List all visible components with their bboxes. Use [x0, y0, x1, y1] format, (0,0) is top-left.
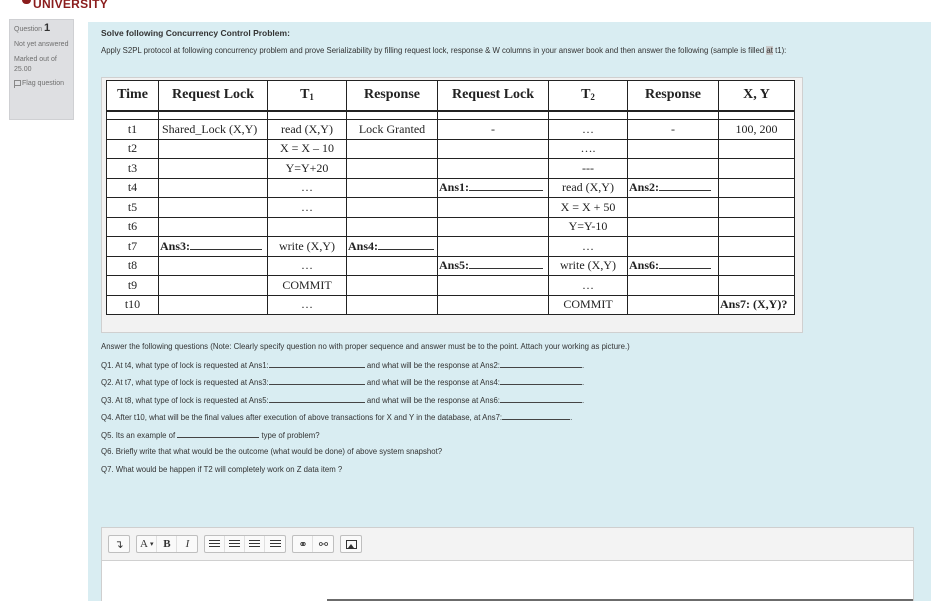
cell-t2: read (X,Y)	[549, 178, 628, 198]
cell-request-lock-2	[438, 295, 549, 315]
cell-xy	[719, 178, 795, 198]
cell-request-lock-2	[438, 198, 549, 218]
cell-response-2	[628, 237, 719, 257]
cell-response-1	[347, 217, 438, 237]
toolbar-group-media	[340, 535, 362, 553]
header-response-1: Response	[347, 81, 438, 111]
cell-xy	[719, 139, 795, 159]
table-row	[107, 139, 795, 159]
cell-request-lock-1	[159, 276, 268, 296]
cell-request-lock-2: Ans1:	[438, 178, 549, 198]
cell-response-1	[347, 178, 438, 198]
cell-time: t8	[107, 256, 159, 276]
cell-response-1	[347, 276, 438, 296]
cell-request-lock-1: Shared_Lock (X,Y)	[159, 120, 268, 140]
font-color-icon[interactable]: A ▾	[137, 536, 157, 552]
toolbar-group-lists	[204, 535, 286, 553]
header-request-lock-1: Request Lock	[159, 81, 268, 111]
cell-response-1	[347, 198, 438, 218]
table-row	[107, 198, 795, 218]
cell-t2: …	[549, 276, 628, 296]
cell-t2: Y=Y-10	[549, 217, 628, 237]
expand-toolbar-icon[interactable]: ↴	[114, 538, 124, 551]
answer-editor	[101, 527, 914, 601]
cell-t2: write (X,Y)	[549, 256, 628, 276]
cell-response-1: Ans4:	[347, 237, 438, 257]
cell-xy	[719, 217, 795, 237]
question-q6: Q6. Briefly write that what would be the outcome (what would be done) of above system snapshot?	[101, 447, 443, 456]
question-q4: Q4. After t10, what will be the final values after execution of above transactions for X and Y in the database, at Ans7: .	[101, 413, 573, 422]
table-separator-row	[107, 111, 795, 120]
link-icon[interactable]: ⚭	[293, 536, 313, 552]
cell-t1: write (X,Y)	[268, 237, 347, 257]
question-number: Question 1	[14, 22, 51, 34]
cell-xy	[719, 256, 795, 276]
cell-request-lock-1	[159, 198, 268, 218]
cell-time: t1	[107, 120, 159, 140]
cell-request-lock-1	[159, 159, 268, 179]
cell-t1: COMMIT	[268, 276, 347, 296]
cell-time: t4	[107, 178, 159, 198]
question-status: Not yet answered	[14, 41, 69, 48]
cell-t2: X = X + 50	[549, 198, 628, 218]
table-row	[107, 276, 795, 296]
cell-t1	[268, 217, 347, 237]
table-row	[107, 120, 795, 140]
cell-xy	[719, 159, 795, 179]
top-header	[0, 0, 931, 22]
outdent-icon[interactable]	[245, 536, 265, 552]
image-icon[interactable]	[341, 536, 361, 552]
table-row	[107, 217, 795, 237]
cell-response-1	[347, 159, 438, 179]
cell-response-2	[628, 276, 719, 296]
question-instructions: Apply S2PL protocol at following concurrency problem and prove Serializability by filling request lock, response & W columns in your answer book and then answer the following (sample is filled at t1):	[101, 46, 787, 55]
italic-icon[interactable]: I	[185, 538, 190, 550]
cell-request-lock-2: Ans5:	[438, 256, 549, 276]
question-q7: Q7. What would be happen if T2 will completely work on Z data item ?	[101, 464, 343, 474]
cell-request-lock-1	[159, 217, 268, 237]
cell-request-lock-1	[159, 139, 268, 159]
table-row	[107, 178, 795, 198]
cell-t1: …	[268, 256, 347, 276]
cell-t1: …	[268, 198, 347, 218]
cell-request-lock-2	[438, 139, 549, 159]
cell-request-lock-1	[159, 178, 268, 198]
toolbar-group-format	[136, 535, 198, 553]
flag-question-label: Flag question	[22, 80, 65, 87]
cell-response-2	[628, 139, 719, 159]
indent-icon[interactable]	[265, 536, 285, 552]
question-q3: Q3. At t8, what type of lock is requested at Ans5: and what will be the response at Ans6: .	[101, 395, 585, 405]
questions-list	[101, 342, 861, 482]
table-header-row	[107, 81, 795, 111]
question-text	[101, 28, 911, 56]
cell-request-lock-1	[159, 295, 268, 315]
cell-request-lock-2	[438, 276, 549, 296]
cell-t1: …	[268, 178, 347, 198]
cell-xy: Ans7: (X,Y)?	[719, 295, 795, 315]
cell-response-2: Ans2:	[628, 178, 719, 198]
university-logo-icon	[22, 0, 31, 4]
university-logo-text: UNIVERSITY	[33, 0, 109, 11]
concurrency-table-image	[101, 77, 803, 333]
cell-xy	[719, 198, 795, 218]
numbered-list-icon[interactable]	[225, 536, 245, 552]
cell-request-lock-1	[159, 256, 268, 276]
cell-response-2	[628, 159, 719, 179]
cell-time: t5	[107, 198, 159, 218]
cell-t2: …	[549, 120, 628, 140]
cell-time: t3	[107, 159, 159, 179]
cell-time: t9	[107, 276, 159, 296]
cell-t2: …	[549, 237, 628, 257]
cell-xy: 100, 200	[719, 120, 795, 140]
question-q5: Q5. Its an example of type of problem?	[101, 430, 320, 440]
cell-request-lock-2	[438, 217, 549, 237]
question-marks: Marked out of 25.00	[14, 56, 57, 73]
cell-xy	[719, 237, 795, 257]
cell-time: t6	[107, 217, 159, 237]
bullet-list-icon[interactable]	[205, 536, 225, 552]
cell-t1: Y=Y+20	[268, 159, 347, 179]
cell-time: t2	[107, 139, 159, 159]
question-title: Solve following Concurrency Control Problem:	[101, 28, 290, 38]
question-q2: Q2. At t7, what type of lock is requested at Ans3: and what will be the response at Ans4: .	[101, 378, 585, 387]
question-info-box	[9, 19, 74, 120]
cell-response-2: -	[628, 120, 719, 140]
concurrency-table	[106, 80, 795, 315]
header-request-lock-2: Request Lock	[438, 81, 549, 111]
unlink-icon[interactable]: ⚯	[318, 538, 329, 551]
answer-text-area[interactable]	[102, 560, 913, 601]
cell-request-lock-1: Ans3:	[159, 237, 268, 257]
table-body	[107, 111, 795, 315]
flag-icon	[14, 80, 20, 88]
cell-request-lock-2	[438, 159, 549, 179]
flag-question-button[interactable]	[14, 79, 69, 89]
toolbar-group-expand	[108, 535, 130, 553]
cell-response-1: Lock Granted	[347, 120, 438, 140]
cell-t2: ….	[549, 139, 628, 159]
cell-time: t7	[107, 237, 159, 257]
question-q1: Q1. At t4, what type of lock is requested at Ans1: and what will be the response at Ans2: .	[101, 360, 585, 370]
cell-xy	[719, 276, 795, 296]
cell-t2: ---	[549, 159, 628, 179]
cell-response-1	[347, 295, 438, 315]
header-time: Time	[107, 81, 159, 111]
cell-time: t10	[107, 295, 159, 315]
cell-response-2	[628, 217, 719, 237]
editor-toolbar	[108, 535, 362, 553]
cell-response-2	[628, 295, 719, 315]
cell-response-1	[347, 256, 438, 276]
table-row	[107, 256, 795, 276]
cell-response-2	[628, 198, 719, 218]
header-t1: $T_1$	[268, 81, 347, 111]
bold-icon[interactable]: B	[157, 536, 177, 552]
cell-t1: X = X – 10	[268, 139, 347, 159]
header-response-2: Response	[628, 81, 719, 111]
table-row	[107, 159, 795, 179]
cell-response-1	[347, 139, 438, 159]
cell-response-2: Ans6:	[628, 256, 719, 276]
cell-t1: read (X,Y)	[268, 120, 347, 140]
header-t2: $T_2$	[549, 81, 628, 111]
questions-intro: Answer the following questions (Note: Clearly specify question no with proper sequence and answer must be to the point. Attach your working as picture.)	[101, 342, 630, 351]
table-row	[107, 237, 795, 257]
toolbar-group-links	[292, 535, 334, 553]
cell-request-lock-2: -	[438, 120, 549, 140]
cell-t2: COMMIT	[549, 295, 628, 315]
table-row	[107, 295, 795, 315]
cell-t1: …	[268, 295, 347, 315]
header-xy: X, Y	[719, 81, 795, 111]
cell-request-lock-2	[438, 237, 549, 257]
